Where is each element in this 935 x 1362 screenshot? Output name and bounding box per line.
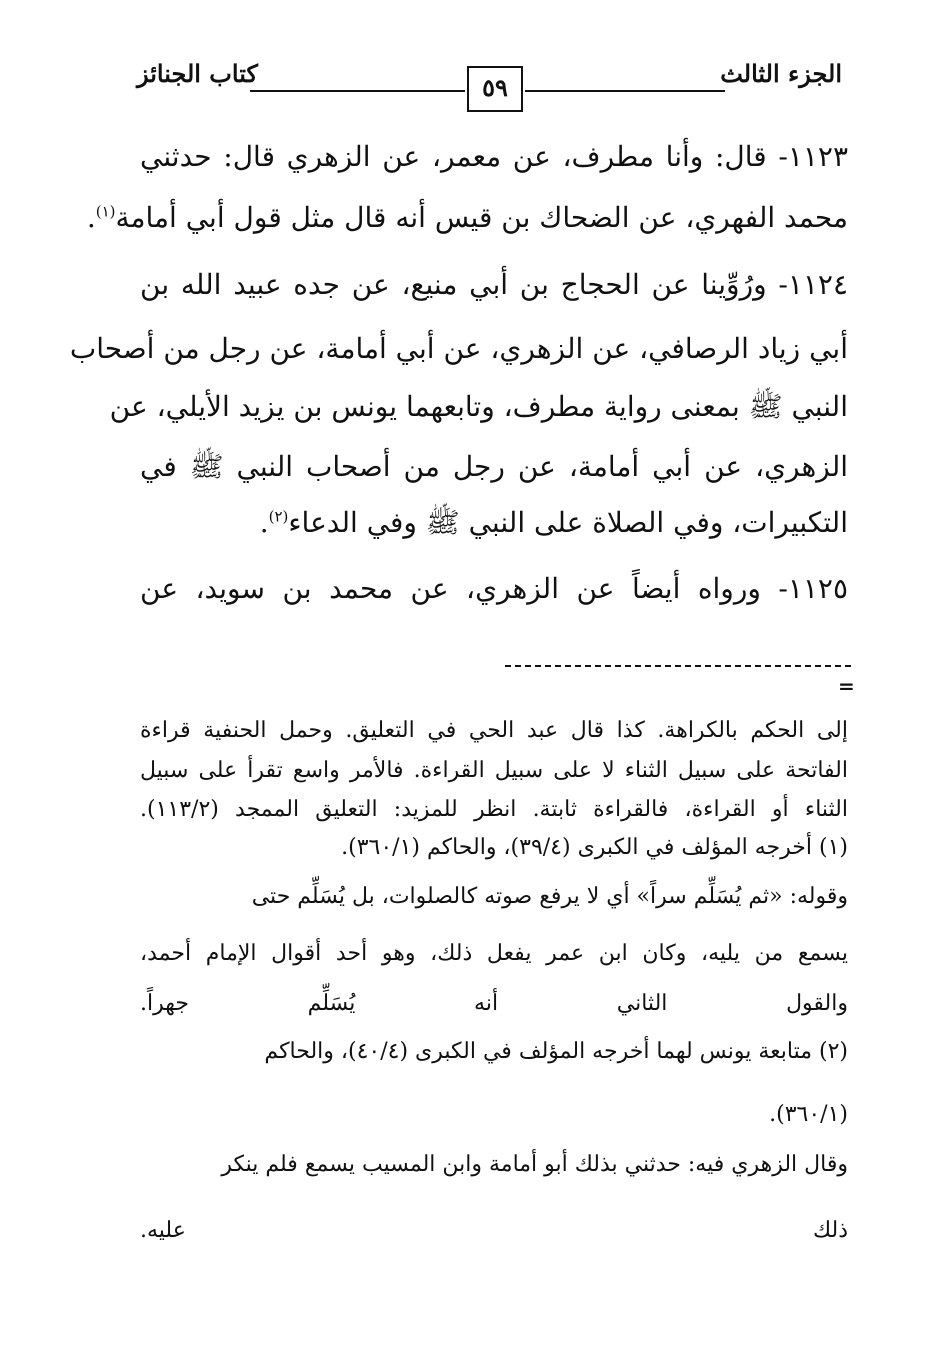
main-text-segment: التكبيرات، وفي الصلاة على النبي ﷺ وفي الدعاء	[288, 506, 848, 539]
footnote-line: (١) أخرجه المؤلف في الكبرى (٣٩/٤)، والحاكم (٣٦٠/١).	[341, 835, 848, 860]
footnote-line: (٣٦٠/١).	[769, 1102, 848, 1127]
header-rule-right	[525, 90, 725, 92]
footnote-line: إلى الحكم بالكراهة. كذا قال عبد الحي في التعليق. وحمل الحنفية قراءة	[140, 718, 848, 743]
main-text-line: ١١٢٣- قال: وأنا مطرف، عن معمر، عن الزهري قال: حدثني	[140, 140, 848, 173]
main-text-line: النبي ﷺ بمعنى رواية مطرف، وتابعهما يونس بن يزيد الأيلي، عن	[109, 390, 848, 423]
footnote-line: والقول الثاني أنه يُسَلِّم جهراً.	[140, 991, 848, 1016]
main-text-line: أبي زياد الرصافي، عن الزهري، عن أبي أمامة، عن رجل من أصحاب	[69, 332, 848, 365]
header-rule-left	[250, 90, 465, 92]
main-text-line: ١١٢٥- ورواه أيضاً عن الزهري، عن محمد بن سويد، عن	[140, 572, 848, 605]
running-header-volume: الجزء الثالث	[720, 59, 842, 88]
main-text-line: التكبيرات، وفي الصلاة على النبي ﷺ وفي الدعاء$^{(٢)}$.	[259, 506, 848, 539]
continuation-mark: =	[838, 674, 855, 698]
footnote-line: (٢) متابعة يونس لهما أخرجه المؤلف في الكبرى (٤٠/٤)، والحاكم	[264, 1039, 848, 1064]
main-text-line: محمد الفهري، عن الضحاك بن قيس أنه قال مثل قول أبي أمامة$^{(١)}$.	[86, 201, 848, 234]
main-text-segment: محمد الفهري، عن الضحاك بن قيس أنه قال مثل قول أبي أمامة	[115, 201, 848, 234]
footnote-line: وقوله: «ثم يُسَلِّم سراً» أي لا يرفع صوته كالصلوات، بل يُسَلِّم حتى	[251, 884, 848, 909]
footnote-ref-1: (١)	[95, 202, 116, 221]
running-header-book-title: كتاب الجنائز	[137, 59, 258, 88]
footnote-ref-2: (٢)	[268, 507, 289, 526]
footnote-separator	[505, 665, 851, 667]
footnote-line: الثناء أو القراءة، فالقراءة ثابتة. انظر للمزيد: التعليق الممجد (١١٣/٢).	[140, 797, 848, 822]
page-number: ٥٩	[467, 66, 523, 112]
footnote-line: الفاتحة على سبيل الثناء لا على سبيل القراءة. فالأمر واسع تقرأ على سبيل	[140, 758, 848, 783]
main-text-line: ١١٢٤- ورُوِّينا عن الحجاج بن أبي منيع، عن جده عبيد الله بن	[140, 268, 848, 301]
footnote-line: وقال الزهري فيه: حدثني بذلك أبو أمامة وابن المسيب يسمع فلم ينكر	[221, 1152, 848, 1177]
main-text-line: الزهري، عن أبي أمامة، عن رجل من أصحاب النبي ﷺ في	[140, 450, 848, 483]
footnote-line: يسمع من يليه، وكان ابن عمر يفعل ذلك، وهو أحد أقوال الإمام أحمد،	[140, 941, 848, 966]
footnote-line: ذلك عليه.	[140, 1218, 848, 1243]
